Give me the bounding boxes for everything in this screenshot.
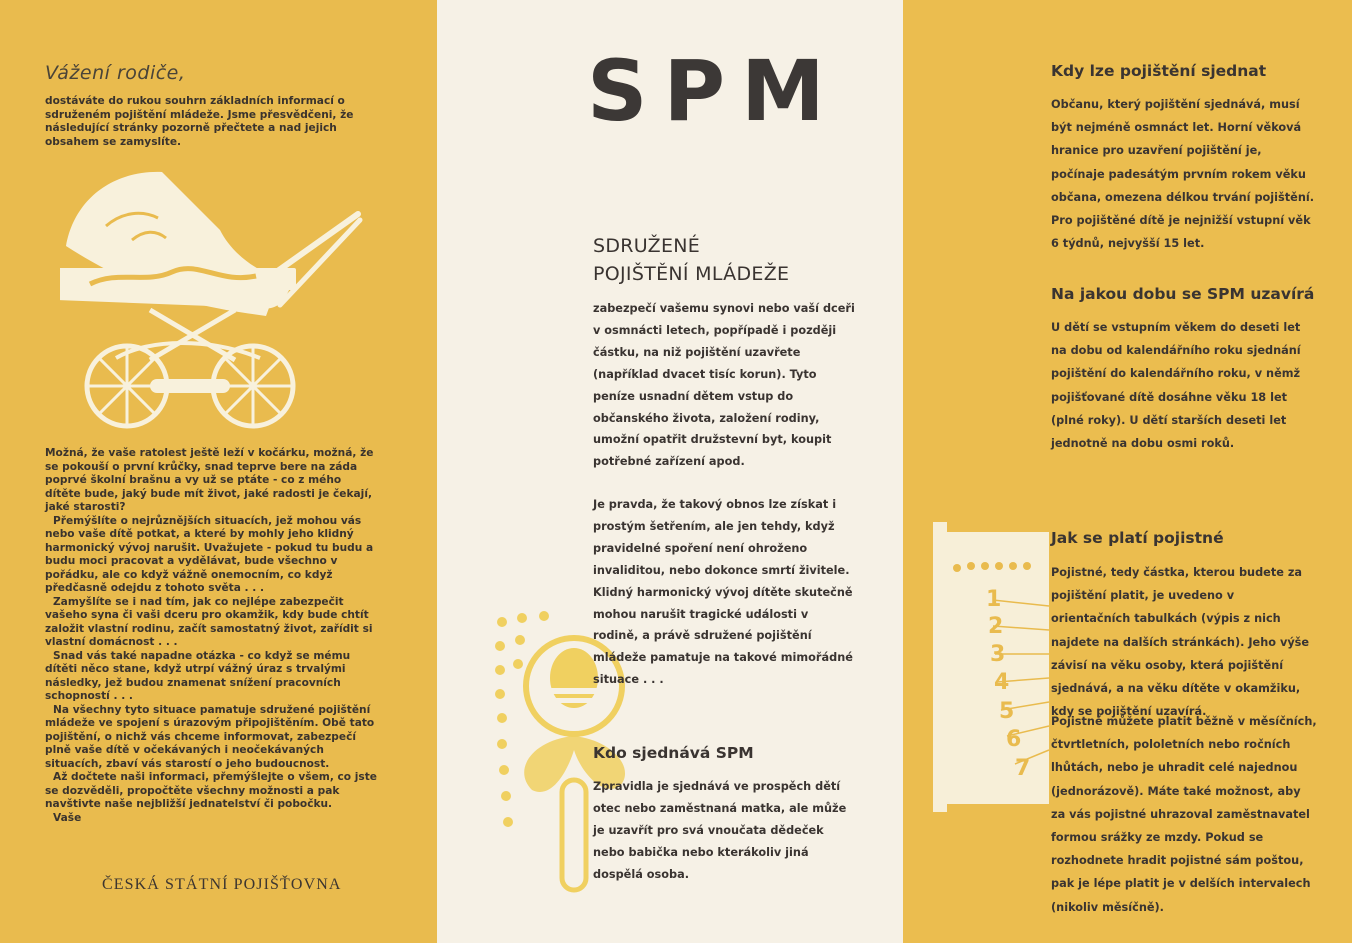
right-text-2: U dětí se vstupním věkem do deseti let na dobu od kalendářního roku sjednání pojištění do kalendářního roku, v němž pojišťované dítě dosáhne věku 18 let (plné roky). U dětí starších deseti let jednotně na dobu osmi roků.	[1051, 321, 1301, 451]
calendar-number: 2	[988, 614, 1004, 639]
left-body	[45, 447, 380, 825]
pram-illustration	[60, 160, 365, 435]
left-paragraph: Na všechny tyto situace pamatuje sdružené pojištění mládeže ve spojení s úrazovým připojištěním. Obě tato pojištění, o nichž vás chceme informovat, zabezpečí plně vaše dítě v očekávaných i neočekávaných situacích, zbaví vás starostí o jeho budoucnost.	[45, 703, 375, 770]
left-paragraph: Snad vás také napadne otázka - co když se mému dítěti něco stane, když utrpí vážný úraz s trvalými následky, jež budou znamenat snížení pracovních schopností . . .	[45, 649, 351, 702]
left-paragraph: Vaše	[53, 811, 82, 824]
section-title	[593, 232, 789, 288]
left-paragraph: Přemýšlíte o nejrůznějších situacích, jež mohou vás nebo vaše dítě potkat, a které by mohly jeho klidný harmonický vývoj narušit. Uvažujete - pokud tu budu a budu moci pracovat a vydělávat, bude všechno v pořádku, ale co když vážně onemocním, co když předčasně odejdu z tohoto světa . . .	[45, 514, 374, 594]
intro-text: dostáváte do rukou souhrn základních informací o sdruženém pojištění mládeže. Jsme přesvědčeni, že následující stránky pozorně přečtete a nad jejich obsahem se zamyslíte.	[45, 95, 354, 148]
title-line-2: POJIŠTĚNÍ MLÁDEŽE	[593, 263, 790, 285]
left-paragraph: Až dočtete naši informaci, přemýšlejte o všem, co jste se dozvěděli, propočtěte všechny možnosti a pak navštivte naše nejbližší jednatelství či pobočku.	[45, 771, 377, 810]
calendar-number: 7	[1015, 756, 1031, 781]
left-panel	[0, 0, 437, 943]
right-text-1: Občanu, který pojištění sjednává, musí být nejméně osmnáct let. Horní věková hranice pro uzavření pojištění je, počínaje padesátým prvním rokem věku občana, omezena délkou trvání pojištění. Pro pojištěné dítě je nejnižší vstupní věk 6 týdnů, nejvyšší 15 let.	[1051, 98, 1315, 251]
heading-jak-se-plati: Jak se platí pojistné	[1051, 529, 1224, 547]
left-paragraph: Zamyšlíte se i nad tím, jak co nejlépe zabezpečit vašeho syna či vaši dceru pro okamžik, kdy bude chtít založit vlastní rodinu, začít samostatný život, zařídit si vlastní domácnost . . .	[45, 595, 373, 648]
calendar-number: 1	[986, 587, 1002, 612]
middle-paragraph-3: Zpravidla je sjednává ve prospěch dětí otec nebo zaměstnaná matka, ale může je uzavřít pro svá vnoučata dědeček nebo babička nebo kterákoliv jiná dospělá osoba.	[593, 780, 847, 881]
middle-paragraph-1: zabezpečí vašemu synovi nebo vaší dceři v osmnácti letech, popřípadě i později částku, na niž pojištění uzavřete (například dvacet tisíc korun). Tyto peníze usnadní dětem vstup do občanského života, založení rodiny, umožní opatřit družstevní byt, koupit potřebné zařízení apod.	[593, 302, 855, 469]
middle-paragraph-2: Je pravda, že takový obnos lze získat i prostým šetřením, ale jen tehdy, když pravidelné spoření není ohroženo invaliditou, nebo dokonce smrtí živitele. Klidný harmonický vývoj dítěte skutečně mohou narušit tragické události v rodině, a právě sdružené pojištění mládeže pamatuje na takové mimořádné situace . . .	[593, 498, 853, 687]
spm-logo: SPM	[587, 42, 841, 140]
right-panel	[903, 0, 1352, 943]
right-text-3b: Pojistné můžete platit běžně v měsíčních, čtvrtletních, pololetních nebo ročních lhůtách, nebo je uhradit celé najednou (jednorázově). Máte také možnost, aby za vás pojistné uhrazoval zaměstnavatel formou srážky ze mzdy. Pokud se rozhodnete hradit pojistné sám poštou, pak je lépe platit je v delších intervalech (nikoliv měsíčně).	[1051, 715, 1317, 914]
left-paragraph: Možná, že vaše ratolest ještě leží v kočárku, možná, že se pokouší o první krůčky, snad teprve bere na záda poprvé školní brašnu a vy už se ptáte - co z mého dítěte bude, jaký bude mít život, jaké radosti je čekají, jaké starosti?	[45, 447, 374, 513]
title-line-1: SDRUŽENÉ	[593, 235, 701, 257]
heading-na-jakou-dobu: Na jakou dobu se SPM uzavírá	[1051, 285, 1315, 303]
heading-kdo-sjednava: Kdo sjednává SPM	[593, 744, 754, 762]
heading-kdy-lze: Kdy lze pojištění sjednat	[1051, 62, 1267, 80]
right-text-3a: Pojistné, tedy částka, kterou budete za pojištění platit, je uvedeno v orientačních tabulkách (výpis z nich najdete na dalších stránkách). Jeho výše závisí na věku osoby, která pojištění sjednává, a na věku dítěte v okamžiku, kdy se pojištění uzavírá.	[1051, 566, 1310, 719]
calendar-number: 4	[994, 670, 1010, 695]
calendar-number: 6	[1006, 727, 1022, 752]
salutation: Vážení rodiče,	[45, 62, 186, 84]
middle-panel	[437, 0, 903, 943]
calendar-number: 3	[990, 642, 1006, 667]
calendar-number: 5	[999, 699, 1015, 724]
signature: ČESKÁ STÁTNÍ POJIŠŤOVNA	[102, 876, 342, 893]
